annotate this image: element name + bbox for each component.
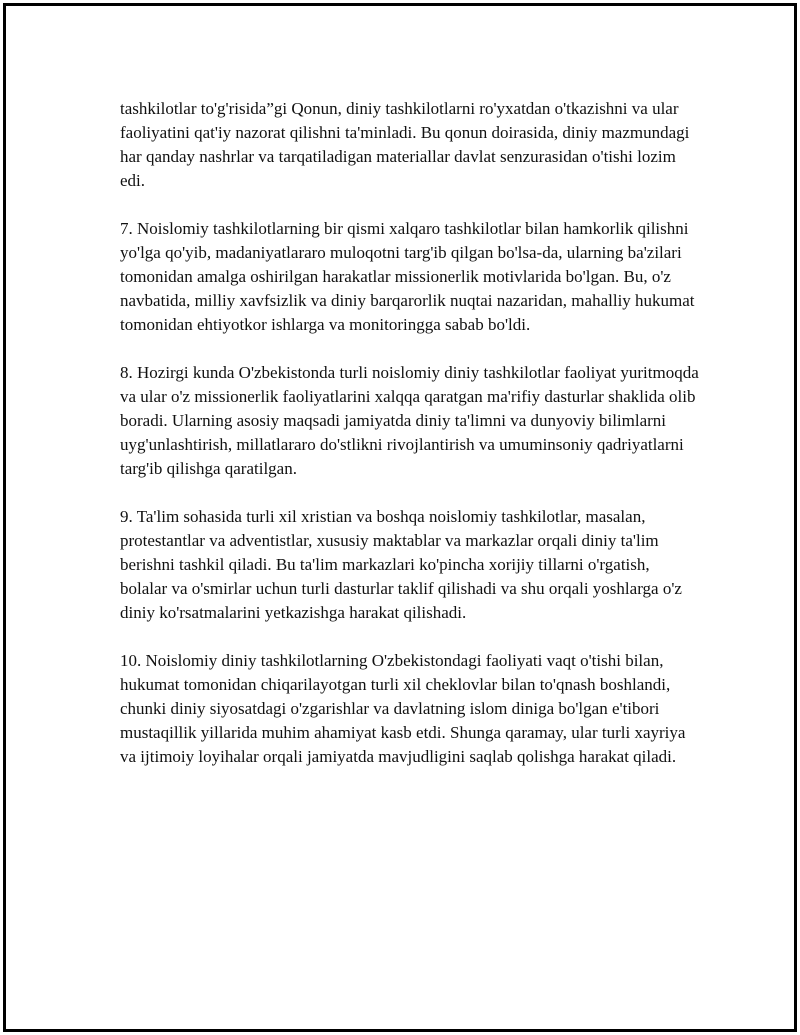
paragraph-8: 8. Hozirgi kunda O'zbekistonda turli noislomiy diniy tashkilotlar faoliyat yuritmoqda va ular o'z missionerlik faoliyatlarini xalqqa qaratgan ma'rifiy dasturlar shaklida olib boradi. Ularning asosiy maqsadi jamiyatda diniy ta'limni va dunyoviy bilimlarni uyg'unlashtirish, millatlararo do'stlikni rivojlantirish va umuminsoniy qadriyatlarni targ'ib qilishga qaratilgan. — [120, 363, 699, 478]
paragraph-continuation: tashkilotlar to'g'risida”gi Qonun, diniy tashkilotlarni ro'yxatdan o'tkazishni va ular faoliyatini qat'iy nazorat qilishni ta'minladi. Bu qonun doirasida, diniy mazmundagi har qanday nashrlar va tarqatiladigan materiallar davlat senzurasidan o'tishi lozim edi. — [120, 99, 690, 190]
paragraph-9: 9. Ta'lim sohasida turli xil xristian va boshqa noislomiy tashkilotlar, masalan, protestantlar va adventistlar, xususiy maktablar va markazlar orqali diniy ta'lim berishni tashkil qiladi. Bu ta'lim markazlari ko'pincha xorijiy tillarni o'rgatish, bolalar va o'smirlar uchun turli dasturlar taklif qilishadi va shu orqali yoshlarga o'z diniy ko'rsatmalarini yetkazishga harakat qilishadi. — [120, 507, 682, 622]
paragraph-10: 10. Noislomiy diniy tashkilotlarning O'zbekistondagi faoliyati vaqt o'tishi bilan, hukumat tomonidan chiqarilayotgan turli xil cheklovlar bilan to'qnash boshlandi, chunki diniy siyosatdagi o'zgarishlar va davlatning islom diniga bo'lgan e'tibori mustaqillik yillarida muhim ahamiyat kasb etdi. Shunga qaramay, ular turli xayriya va ijtimoiy loyihalar orqali jamiyatda mavjudligini saqlab qolishga harakat qiladi. — [120, 651, 686, 766]
document-body — [120, 97, 700, 793]
page-frame — [3, 3, 797, 1032]
paragraph-7: 7. Noislomiy tashkilotlarning bir qismi xalqaro tashkilotlar bilan hamkorlik qilishni yo'lga qo'yib, madaniyatlararo muloqotni targ'ib qilgan bo'lsa-da, ularning ba'zilari tomonidan amalga oshirilgan harakatlar missionerlik motivlarida bo'lgan. Bu, o'z navbatida, milliy xavfsizlik va diniy barqarorlik nuqtai nazaridan, mahalliy hukumat tomonidan ehtiyotkor ishlarga va monitoringga sabab bo'ldi. — [120, 219, 695, 334]
